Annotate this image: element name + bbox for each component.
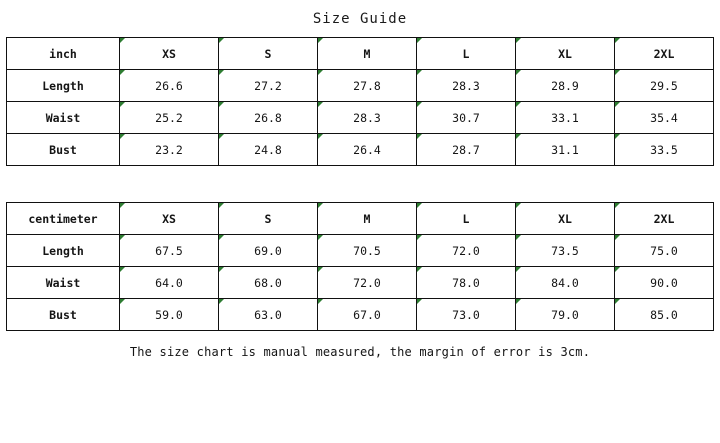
table-header-row xyxy=(7,38,714,70)
cell-waist-s: 26.8 xyxy=(219,102,318,134)
cell-length-s: 69.0 xyxy=(219,235,318,267)
cell-bust-2xl: 85.0 xyxy=(615,299,714,331)
cell-bust-xl: 31.1 xyxy=(516,134,615,166)
cell-bust-xs: 59.0 xyxy=(120,299,219,331)
row-label-waist: Waist xyxy=(7,102,120,134)
cell-waist-xs: 25.2 xyxy=(120,102,219,134)
column-header-2xl: 2XL xyxy=(615,38,714,70)
table-row xyxy=(7,70,714,102)
cell-waist-l: 78.0 xyxy=(417,267,516,299)
cell-length-l: 72.0 xyxy=(417,235,516,267)
cell-length-xs: 26.6 xyxy=(120,70,219,102)
cell-length-2xl: 29.5 xyxy=(615,70,714,102)
cell-length-xl: 73.5 xyxy=(516,235,615,267)
column-header-m: M xyxy=(318,38,417,70)
cell-waist-m: 28.3 xyxy=(318,102,417,134)
unit-label-centimeter: centimeter xyxy=(7,203,120,235)
cell-waist-l: 30.7 xyxy=(417,102,516,134)
cell-bust-l: 28.7 xyxy=(417,134,516,166)
table-header-row xyxy=(7,203,714,235)
column-header-l: L xyxy=(417,203,516,235)
cell-waist-s: 68.0 xyxy=(219,267,318,299)
cell-length-m: 70.5 xyxy=(318,235,417,267)
column-header-m: M xyxy=(318,203,417,235)
cell-length-xs: 67.5 xyxy=(120,235,219,267)
cell-waist-m: 72.0 xyxy=(318,267,417,299)
column-header-s: S xyxy=(219,203,318,235)
unit-label-inch: inch xyxy=(7,38,120,70)
table-row xyxy=(7,299,714,331)
cell-bust-xl: 79.0 xyxy=(516,299,615,331)
row-label-length: Length xyxy=(7,70,120,102)
cell-bust-xs: 23.2 xyxy=(120,134,219,166)
table-separator xyxy=(0,166,720,202)
table-row xyxy=(7,102,714,134)
cell-waist-xl: 84.0 xyxy=(516,267,615,299)
size-table-centimeter xyxy=(6,202,714,331)
table-row xyxy=(7,134,714,166)
cell-waist-2xl: 90.0 xyxy=(615,267,714,299)
row-label-bust: Bust xyxy=(7,299,120,331)
column-header-xl: XL xyxy=(516,38,615,70)
cell-bust-m: 67.0 xyxy=(318,299,417,331)
cell-length-2xl: 75.0 xyxy=(615,235,714,267)
cell-bust-m: 26.4 xyxy=(318,134,417,166)
cell-length-m: 27.8 xyxy=(318,70,417,102)
column-header-s: S xyxy=(219,38,318,70)
column-header-xs: XS xyxy=(120,203,219,235)
measurement-note: The size chart is manual measured, the margin of error is 3cm. xyxy=(129,345,591,359)
cell-length-l: 28.3 xyxy=(417,70,516,102)
column-header-xl: XL xyxy=(516,203,615,235)
cell-bust-l: 73.0 xyxy=(417,299,516,331)
row-label-waist: Waist xyxy=(7,267,120,299)
cell-bust-2xl: 33.5 xyxy=(615,134,714,166)
column-header-2xl: 2XL xyxy=(615,203,714,235)
cell-waist-2xl: 35.4 xyxy=(615,102,714,134)
cell-length-xl: 28.9 xyxy=(516,70,615,102)
cell-waist-xs: 64.0 xyxy=(120,267,219,299)
cell-bust-s: 24.8 xyxy=(219,134,318,166)
column-header-l: L xyxy=(417,38,516,70)
row-label-length: Length xyxy=(7,235,120,267)
page-title: Size Guide xyxy=(312,11,408,27)
row-label-bust: Bust xyxy=(7,134,120,166)
size-table-inch xyxy=(6,37,714,166)
table-row xyxy=(7,267,714,299)
table-row xyxy=(7,235,714,267)
cell-length-s: 27.2 xyxy=(219,70,318,102)
column-header-xs: XS xyxy=(120,38,219,70)
cell-waist-xl: 33.1 xyxy=(516,102,615,134)
cell-bust-s: 63.0 xyxy=(219,299,318,331)
